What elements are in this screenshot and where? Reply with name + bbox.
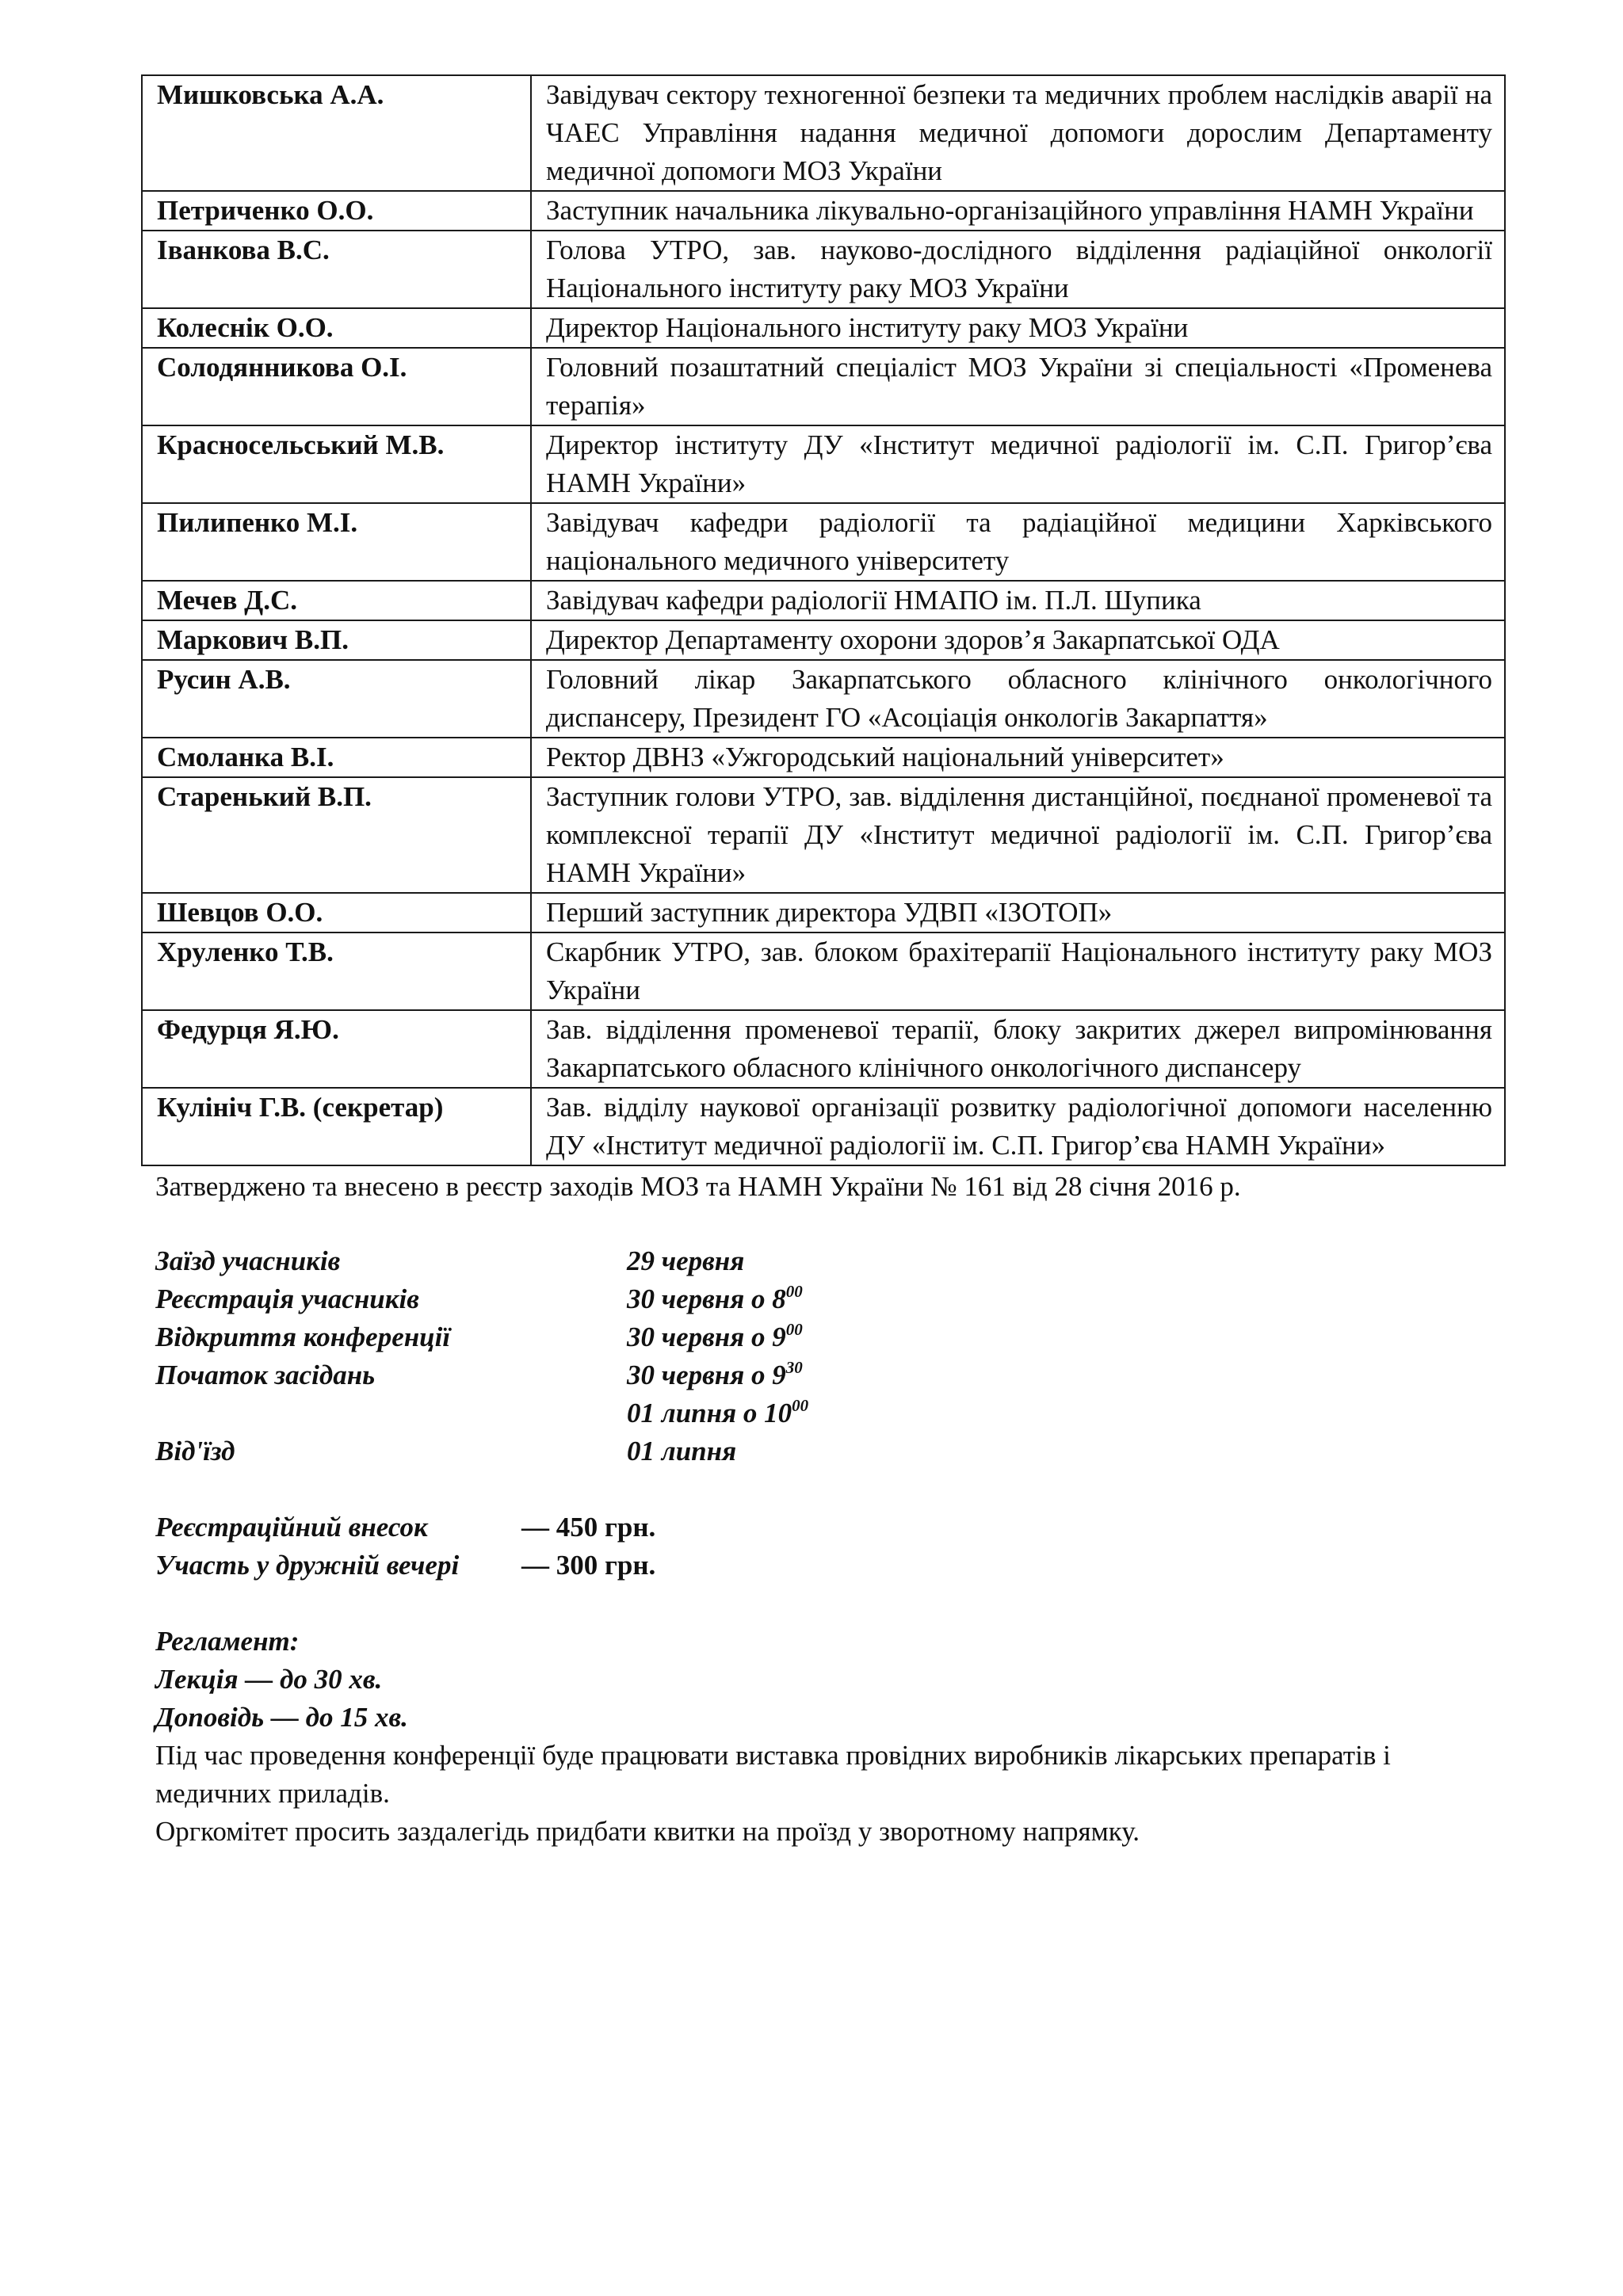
sessions-minutes-2: 00 bbox=[792, 1396, 809, 1415]
dinner-fee-value: — 300 грн. bbox=[521, 1550, 656, 1581]
registration-label: Реєстрація учасників bbox=[155, 1283, 419, 1314]
dinner-fee-label: Участь у дружній вечері bbox=[155, 1550, 460, 1581]
opening-value: 30 червня о 9 bbox=[627, 1322, 786, 1352]
sessions-time-2 bbox=[627, 1394, 808, 1432]
member-name: Мечев Д.С. bbox=[142, 581, 531, 620]
approval-note: Затверджено та внесено в реєстр заходів МОЗ та НАМН України № 161 від 28 січня 2016 р. bbox=[155, 1171, 1241, 1202]
member-role: Директор Департаменту охорони здоров’я Закарпатської ОДА bbox=[531, 620, 1505, 660]
departure-value: 01 липня bbox=[627, 1436, 737, 1466]
table-row bbox=[142, 503, 1505, 581]
sessions-label: Початок засідань bbox=[155, 1360, 376, 1390]
schedule-row bbox=[155, 1356, 1506, 1394]
member-role: Ректор ДВНЗ «Ужгородський національний університет» bbox=[531, 738, 1505, 777]
member-name: Мишковська А.А. bbox=[142, 75, 531, 191]
member-role: Завідувач сектору техногенної безпеки та медичних проблем наслідків аварії на ЧАЕС Управління надання медичної допомоги дорослим Департаменту медичної допомоги МОЗ України bbox=[531, 75, 1505, 191]
document-page bbox=[141, 74, 1506, 1851]
regulations-section bbox=[141, 1623, 1506, 1851]
organizing-committee-table bbox=[141, 74, 1506, 1166]
member-name: Хруленко Т.В. bbox=[142, 933, 531, 1010]
opening-minutes: 00 bbox=[785, 1320, 803, 1339]
sessions-time-1 bbox=[627, 1356, 803, 1394]
table-row bbox=[142, 581, 1505, 620]
registration-fee-label: Реєстраційний внесок bbox=[155, 1512, 428, 1543]
member-name: Петриченко О.О. bbox=[142, 191, 531, 231]
schedule-row bbox=[155, 1318, 1506, 1356]
table-row bbox=[142, 933, 1505, 1010]
schedule-section bbox=[141, 1242, 1506, 1470]
table-row bbox=[142, 75, 1505, 191]
regulations-title: Регламент: bbox=[155, 1626, 300, 1657]
schedule-row bbox=[155, 1242, 1506, 1280]
member-role: Голова УТРО, зав. науково-дослідного відділення радіаційної онкології Національного інституту раку МОЗ України bbox=[531, 231, 1505, 308]
member-role: Зав. відділу наукової організації розвитку радіологічної допомоги населенню ДУ «Інститут медичної радіології ім. С.П. Григор’єва НАМН України» bbox=[531, 1088, 1505, 1165]
sessions-minutes-1: 30 bbox=[785, 1358, 803, 1377]
opening-time bbox=[627, 1318, 803, 1356]
table-row bbox=[142, 308, 1505, 348]
member-name: Іванкова В.С. bbox=[142, 231, 531, 308]
schedule-row bbox=[155, 1280, 1506, 1318]
registration-fee-value: — 450 грн. bbox=[521, 1512, 656, 1543]
member-role: Заступник голови УТРО, зав. відділення дистанційної, поєднаної променевої та комплексної терапії ДУ «Інститут медичної радіології ім. С.П. Григор’єва НАМН України» bbox=[531, 777, 1505, 893]
exhibition-note: Під час проведення конференції буде працювати виставка провідних виробників лікарських препаратів і медичних приладів. bbox=[155, 1740, 1391, 1809]
member-name: Солодянникова О.І. bbox=[142, 348, 531, 425]
member-role: Головний позаштатний спеціаліст МОЗ України зі спеціальності «Променева терапія» bbox=[531, 348, 1505, 425]
registration-minutes: 00 bbox=[785, 1282, 803, 1301]
member-name: Маркович В.П. bbox=[142, 620, 531, 660]
table-row bbox=[142, 660, 1505, 738]
table-row bbox=[142, 191, 1505, 231]
table-row bbox=[142, 231, 1505, 308]
member-name: Русин А.В. bbox=[142, 660, 531, 738]
table-row bbox=[142, 738, 1505, 777]
member-name: Пилипенко М.І. bbox=[142, 503, 531, 581]
sessions-value-1: 30 червня о 9 bbox=[627, 1360, 786, 1390]
fees-section bbox=[141, 1508, 1506, 1585]
member-name: Колеснік О.О. bbox=[142, 308, 531, 348]
member-name: Старенький В.П. bbox=[142, 777, 531, 893]
fee-row bbox=[155, 1547, 1506, 1585]
member-role: Директор Національного інституту раку МОЗ України bbox=[531, 308, 1505, 348]
lecture-duration: Лекція — до 30 хв. bbox=[155, 1664, 383, 1695]
table-row bbox=[142, 1010, 1505, 1088]
table-row bbox=[142, 893, 1505, 933]
schedule-row bbox=[155, 1432, 1506, 1470]
arrival-label: Заїзд учасників bbox=[155, 1245, 341, 1276]
member-name: Шевцов О.О. bbox=[142, 893, 531, 933]
schedule-row bbox=[155, 1394, 1506, 1432]
departure-label: Від'їзд bbox=[155, 1436, 235, 1466]
member-name: Красносельський М.В. bbox=[142, 425, 531, 503]
member-name: Федурця Я.Ю. bbox=[142, 1010, 531, 1088]
registration-value: 30 червня о 8 bbox=[627, 1283, 786, 1314]
table-row bbox=[142, 348, 1505, 425]
member-role: Завідувач кафедри радіології НМАПО ім. П.Л. Шупика bbox=[531, 581, 1505, 620]
sessions-value-2: 01 липня о 10 bbox=[627, 1398, 792, 1428]
fee-row bbox=[155, 1508, 1506, 1547]
table-row bbox=[142, 425, 1505, 503]
member-role: Заступник начальника лікувально-організаційного управління НАМН України bbox=[531, 191, 1505, 231]
tickets-note: Оргкомітет просить заздалегідь придбати квитки на проїзд у зворотному напрямку. bbox=[155, 1816, 1140, 1847]
member-name: Смоланка В.І. bbox=[142, 738, 531, 777]
registration-time bbox=[627, 1280, 803, 1318]
report-duration: Доповідь — до 15 хв. bbox=[155, 1702, 408, 1733]
member-role: Перший заступник директора УДВП «ІЗОТОП» bbox=[531, 893, 1505, 933]
table-row bbox=[142, 620, 1505, 660]
member-role: Завідувач кафедри радіології та радіаційної медицини Харківського національного медичного університету bbox=[531, 503, 1505, 581]
member-role: Директор інституту ДУ «Інститут медичної радіології ім. С.П. Григор’єва НАМН України» bbox=[531, 425, 1505, 503]
table-row bbox=[142, 777, 1505, 893]
opening-label: Відкриття конференції bbox=[155, 1322, 451, 1352]
member-role: Скарбник УТРО, зав. блоком брахітерапії Національного інституту раку МОЗ України bbox=[531, 933, 1505, 1010]
member-role: Головний лікар Закарпатського обласного клінічного онкологічного диспансеру, Президент ГО «Асоціація онкологів Закарпаття» bbox=[531, 660, 1505, 738]
member-role: Зав. відділення променевої терапії, блоку закритих джерел випромінювання Закарпатського обласного клінічного онкологічного диспансеру bbox=[531, 1010, 1505, 1088]
table-row bbox=[142, 1088, 1505, 1165]
member-name: Кулініч Г.В. (секретар) bbox=[142, 1088, 531, 1165]
arrival-value: 29 червня bbox=[627, 1245, 745, 1276]
